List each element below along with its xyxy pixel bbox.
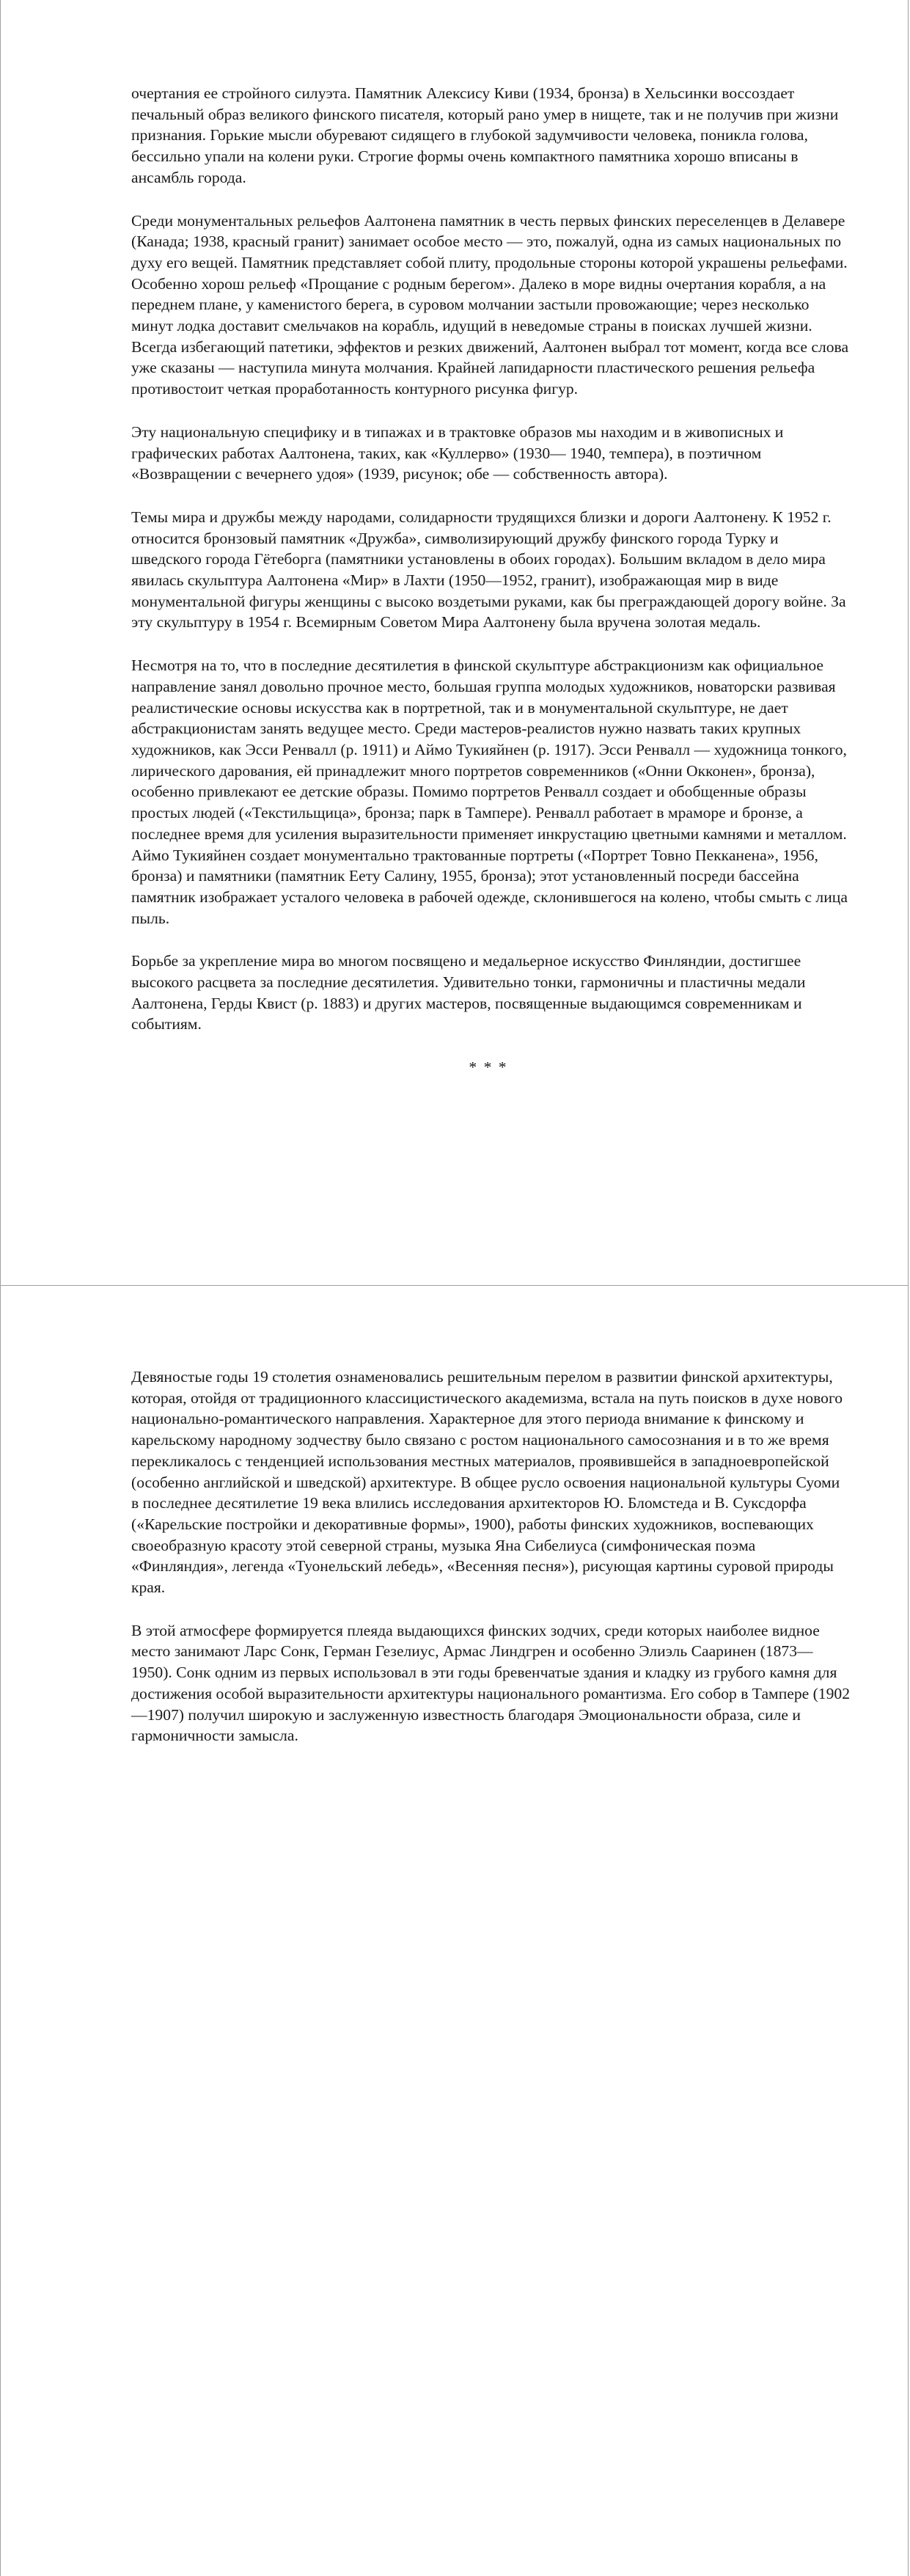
paragraph: Борьбе за укрепление мира во многом посвящено и медальерное искусство Финляндии, достигшее высокого расцвета за последние десятилетия. Удивительно тонки, гармоничны и пластичны медали Аалтонена, Герды Квист (р. 1883) и других мастеров, посвященные выдающимся современникам и событиям. xyxy=(131,952,806,1033)
paragraph: Несмотря на то, что в последние десятилетия в финской скульптуре абстракционизм как официальное направление занял довольно прочное место, большая группа молодых художников, новаторски развивая реалистические основы искусства как в портретной, так и в монументальной скульптуре, не дает абстракционистам занять ведущее место. Среди мастеров-реалистов нужно назвать таких крупных художников, как Эсси Ренвалл (р. 1911) и Аймо Тукияйнен (р. 1917). Эсси Ренвалл — художница тонкого, лирического дарования, ей принадлежит много портретов современников («Онни Окконен», бронза), особенно привлекают ее детские образы. Помимо портретов Ренвалл создает и обобщенные образы простых людей («Текстильщица», бронза; парк в Тампере). Ренвалл работает в мраморе и бронзе, а последнее время для усиления выразительности применяет инкрустацию цветными камнями и металлом. Аймо Тукияйнен создает монументально трактованные портреты («Портрет Товно Пекканена», 1956, бронза) и памятники (памятник Еету Салину, 1955, бронза); этот установленный посреди бассейна памятник изображает усталого человека в рабочей одежде, склонившегося на колено, чтобы смыть с лица пыль. xyxy=(131,656,848,927)
paragraph: Темы мира и дружбы между народами, солидарности трудящихся близки и дороги Аалтонену. К 1952 г. относится бронзовый памятник «Дружба», символизирующий дружбу финского города Турку и шведского города Гётеборга (памятники установлены в обоих городах). Большим вкладом в дело мира явилась скульптура Аалтонена «Мир» в Лахти (1950—1952, гранит), изображающая мир в виде монументальной фигуры женщины с высоко воздетыми руками, как бы преграждающей дорогу войне. За эту скульптуру в 1954 г. Всемирным Советом Мира Аалтонену была вручена золотая медаль. xyxy=(131,508,846,632)
paragraph: В этой атмосфере формируется плеяда выдающихся финских зодчих, среди которых наиболее видное место занимают Ларс Сонк, Герман Гезелиус, Армас Линдгрен и особенно Элиэль Сааринен (1873—1950). Сонк одним из первых использовал в эти годы бревенчатые здания и кладку из грубого камня для достижения особой выразительности архитектуры национального романтизма. Его собор в Тампере (1902—1907) получил широкую и заслуженную известность благодаря Эмоциональности образа, силе и гармоничности замысла. xyxy=(131,1621,850,1745)
document-page-1 xyxy=(0,0,909,1286)
document-page-2 xyxy=(0,1285,909,2576)
section-separator: * * * xyxy=(469,1058,508,1077)
page-body xyxy=(131,1366,850,1768)
page-body xyxy=(131,83,850,1078)
paragraph: Среди монументальных рельефов Аалтонена памятник в честь первых финских переселенцев в Делавере (Канада; 1938, красный гранит) занимает особое место — это, пожалуй, одна из самых национальных по духу его вещей. Памятник представляет собой плиту, продольные стороны которой украшены рельефами. Особенно хорош рельеф «Прощание с родным берегом». Далеко в море видны очертания корабля, а на переднем плане, у каменистого берега, в суровом молчании застыли провожающие; через несколько минут лодка доставит смельчаков на корабль, идущий в неведомые страны в поисках лучшей жизни. Всегда избегающий патетики, эффектов и резких движений, Аалтонен выбрал тот момент, когда все слова уже сказаны — наступила минута молчания. Крайней лапидарности пластического решения рельефа противостоит четкая проработанность контурного рисунка фигур. xyxy=(131,211,849,398)
paragraph: очертания ее стройного силуэта. Памятник Алексису Киви (1934, бронза) в Хельсинки воссоздает печальный образ великого финского писателя, который рано умер в нищете, так и не получив при жизни признания. Горькие мысли обуревают сидящего в глубокой задумчивости человека, поникла голова, бессильно упали на колени руки. Строгие формы очень компактного памятника хорошо вписаны в ансамбль города. xyxy=(131,84,839,186)
paragraph: Эту национальную специфику и в типажах и в трактовке образов мы находим и в живописных и графических работах Аалтонена, таких, как «Куллерво» (1930— 1940, темпера), в поэтичном «Возвращении с вечернего удоя» (1939, рисунок; обе — собственность автора). xyxy=(131,422,784,483)
paragraph: Девяностые годы 19 столетия ознаменовались решительным перелом в развитии финской архитектуры, которая, отойдя от традиционного классицистического академизма, встала на путь поисков в духе нового национально-романтического направления. Характерное для этого периода внимание к финскому и карельскому народному зодчеству было связано с ростом национального самосознания и в то же время перекликалось с тенденцией использования местных материалов, проявившейся в западноевропейской (особенно английской и шведской) архитектуре. В общее русло освоения национальной культуры Суоми в последнее десятилетие 19 века влились исследования архитекторов Ю. Бломстеда и В. Суксдорфа («Карельские постройки и декоративные формы», 1900), работы финских художников, воспевающих своеобразную красоту этой северной страны, музыка Яна Сибелиуса (симфоническая поэма «Финляндия», легенда «Туонельский лебедь», «Весенняя песня»), рисующая картины суровой природы края. xyxy=(131,1368,843,1597)
